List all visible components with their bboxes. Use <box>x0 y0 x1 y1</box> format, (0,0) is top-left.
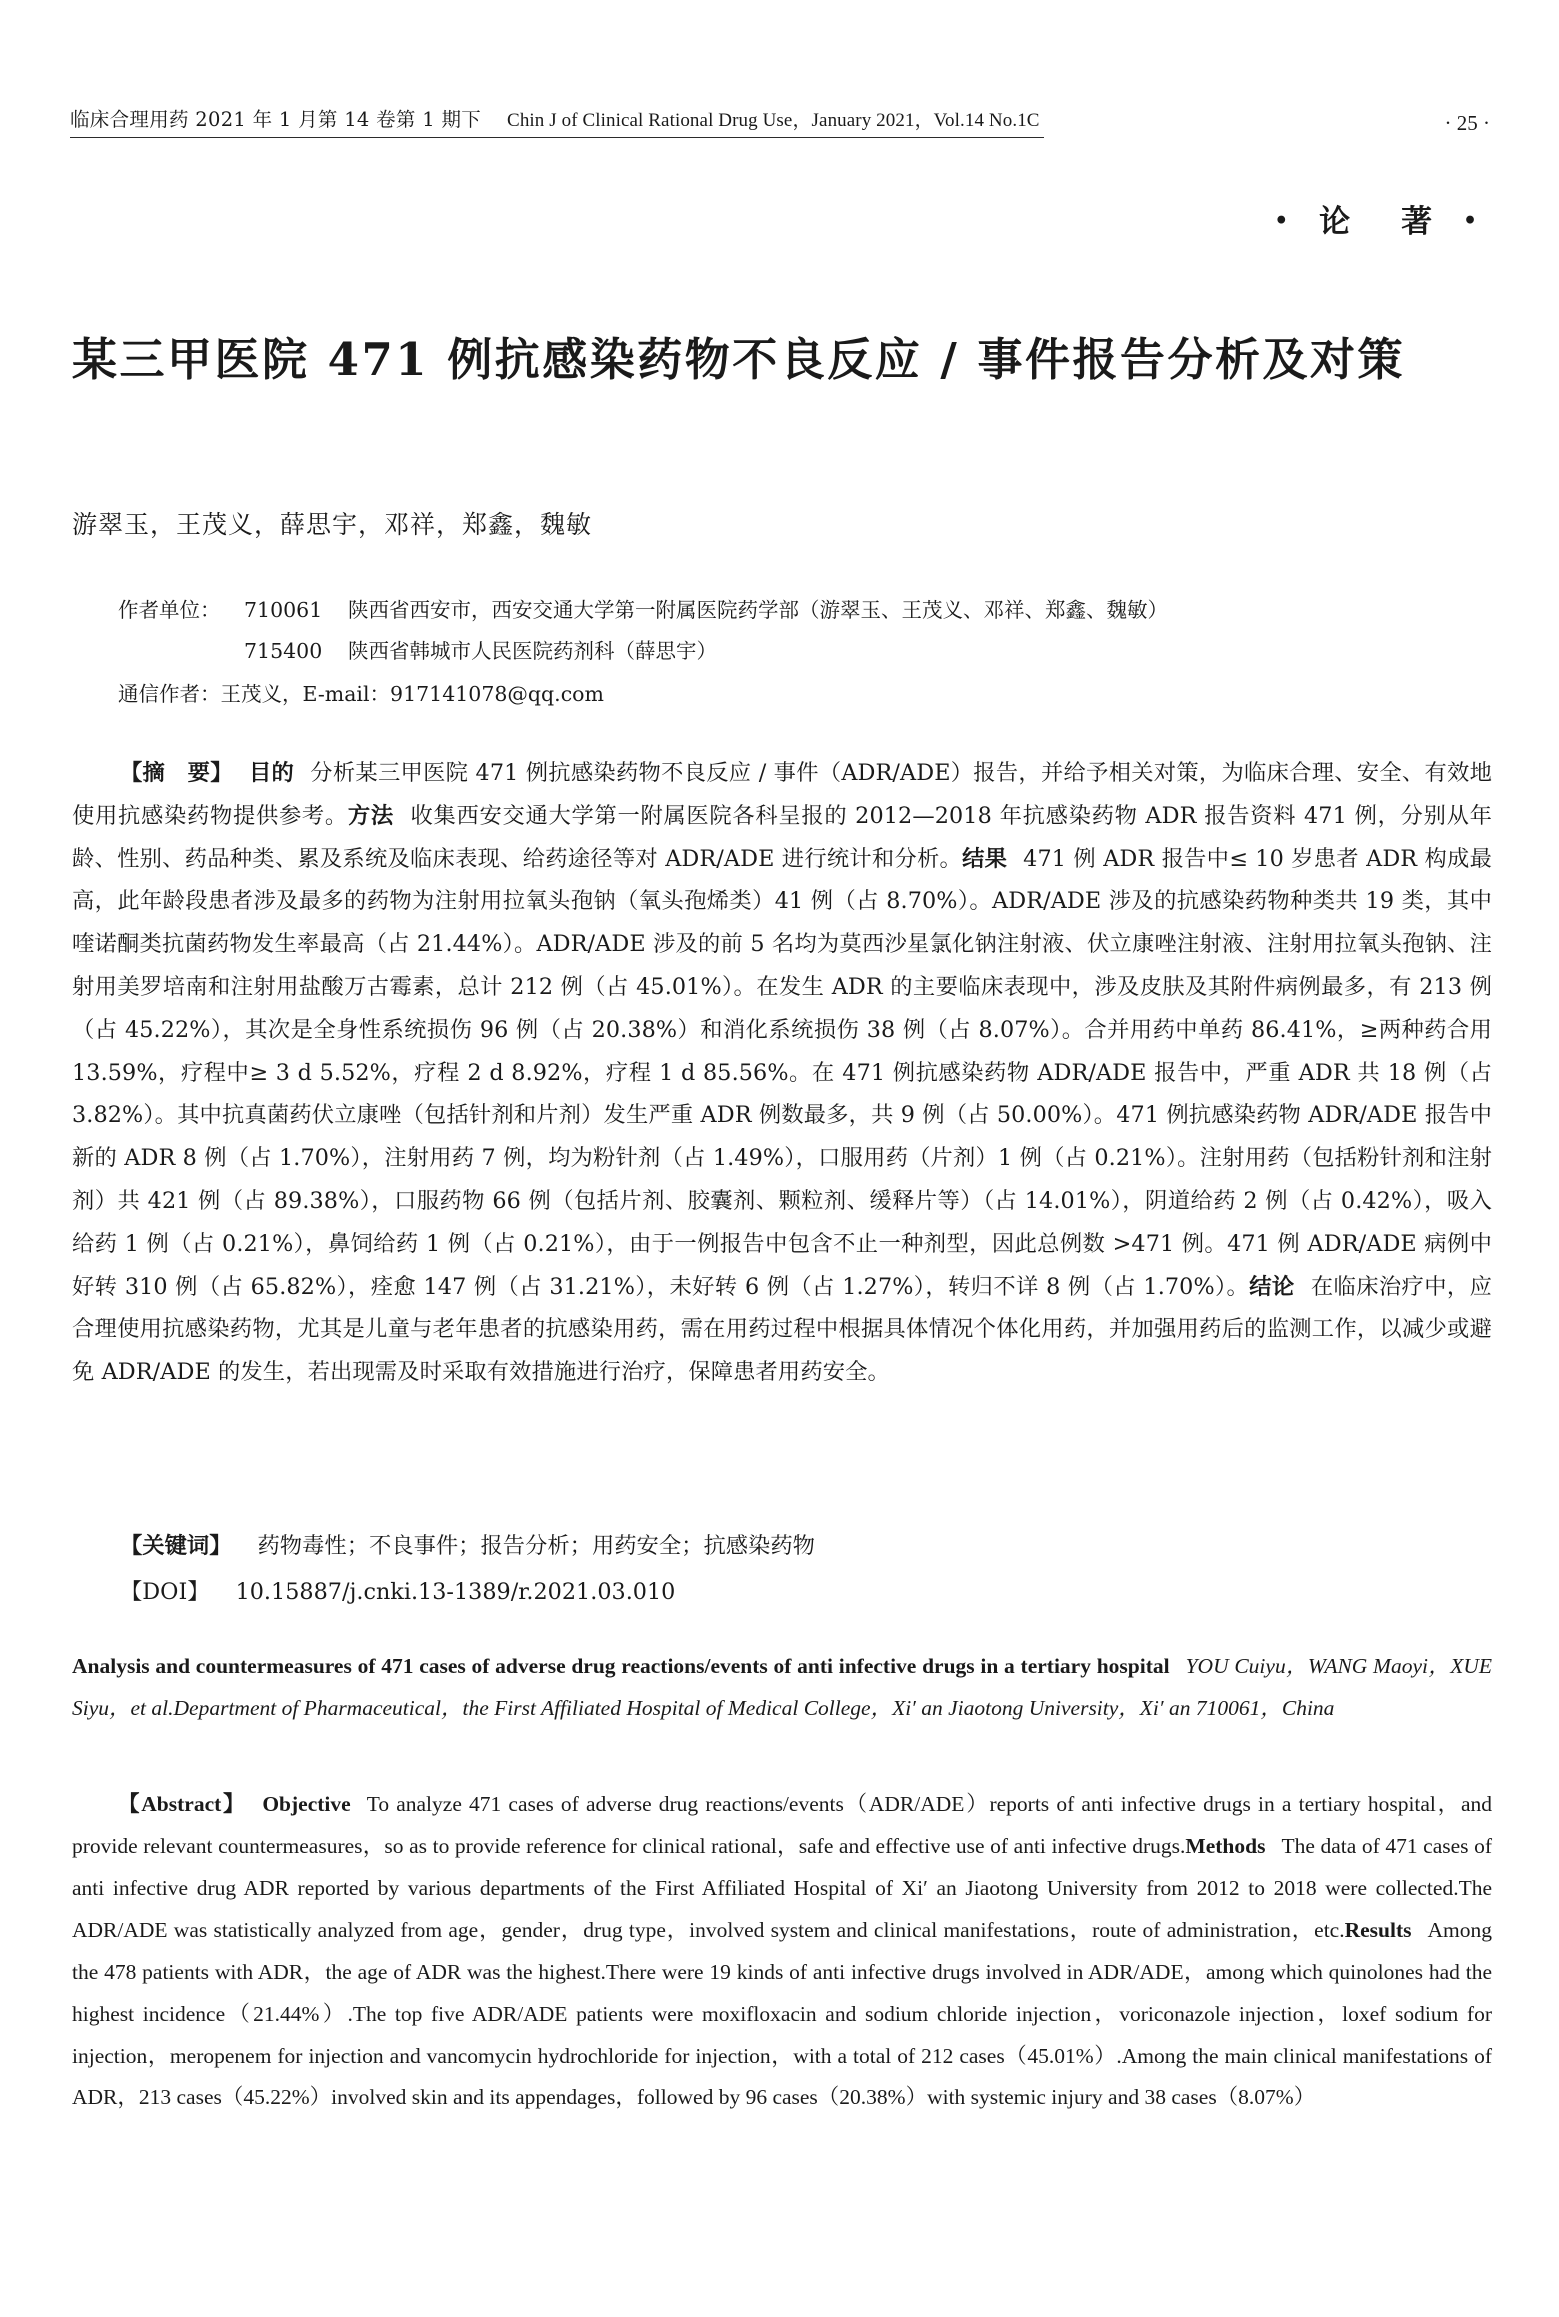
doi-label: 【DOI】 <box>120 1578 210 1605</box>
page-title: 某三甲医院 471 例抗感染药物不良反应 / 事件报告分析及对策 <box>72 333 1406 387</box>
page-number: · 25 · <box>1444 111 1490 135</box>
keywords-row <box>120 1524 1500 1570</box>
running-head-journal <box>70 104 1044 138</box>
title-en-block <box>72 1646 1492 1730</box>
abstract-en-objective-label: Objective <box>262 1792 351 1816</box>
affiliation-postcode: 710061 <box>244 598 323 622</box>
abstract-cn-results-label: 结果 <box>962 845 1008 872</box>
author-list-cn: 游翠玉，王茂义，薛思宇，邓祥，郑鑫，魏敏 <box>72 510 593 539</box>
abstract-cn-label: 【摘 要】 <box>120 760 233 786</box>
running-head-journal-cn: 临床合理用药 2021 年 1 月第 14 卷第 1 期下 <box>70 108 482 131</box>
section-label-text: 论 著 <box>1319 204 1443 240</box>
abstract-cn-results-text: 471 例 ADR 报告中≤ 10 岁患者 ADR 构成最高，此年龄段患者涉及最多的药物为注射用拉氧头孢钠（氧头孢烯类）41 例（占 8.70%）。ADR/ADE 涉及的抗感染药物种类共 19 类，其中喹诺酮类抗菌药物发生率最高（占 21.44%）。ADR/ADE 涉及的前 5 名均为莫西沙星氯化钠注射液、伏立康唑注射液、注射用拉氧头孢钠、注射用美罗培南和注射用盐酸万古霉素，总计 212 例（占 45.01%）。在发生 ADR 的主要临床表现中，涉及皮肤及其附件病例最多，有 213 例（占 45.22%），其次是全身性系统损伤 96 例（占 20.38%）和消化系统损伤 38 例（占 8.07%）。合并用药中单药 86.41%，≥两种药合用 13.59%，疗程中≥ 3 d 5.52%，疗程 2 d 8.92%，疗程 1 d 85.56%。在 471 例抗感染药物 ADR/ADE 报告中，严重 ADR 共 18 例（占 3.82%）。其中抗真菌药伏立康唑（包括针剂和片剂）发生严重 ADR 例数最多，共 9 例（占 50.00%）。471 例抗感染药物 ADR/ADE 报告中新的 ADR 8 例（占 1.70%），注射用药 7 例，均为粉针剂（占 1.49%），口服用药（片剂）1 例（占 0.21%）。注射用药（包括粉针剂和注射剂）共 421 例（占 89.38%），口服药物 66 例（包括片剂、胶囊剂、颗粒剂、缓释片等）（占 14.01%），阴道给药 2 例（占 0.42%），吸入给药 1 例（占 0.21%），鼻饲给药 1 例（占 0.21%），由于一例报告中包含不止一种剂型，因此总例数 >471 例。471 例 ADR/ADE 病例中好转 310 例（占 65.82%），痊愈 147 例（占 31.21%），未好转 6 例（占 1.27%），转归不详 8 例（占 1.70%）。 <box>72 845 1492 1300</box>
abstract-cn-conclusion-label: 结论 <box>1249 1273 1295 1300</box>
affiliation-text: 陕西省韩城市人民医院药剂科（薛思宇） <box>348 639 717 663</box>
title-en: Analysis and countermeasures of 471 cases of adverse drug reactions/events of anti infective drugs in a tertiary hospital <box>72 1654 1170 1678</box>
corresponding-author-row <box>118 674 1498 715</box>
bullet-right-icon: • <box>1462 208 1487 234</box>
affiliation-text: 陕西省西安市，西安交通大学第一附属医院药学部（游翠玉、王茂义、邓祥、郑鑫、魏敏） <box>348 598 1168 622</box>
abstract-en-results-text: Among the 478 patients with ADR，the age of ADR was the highest.There were 19 kinds of anti infective drugs involved in ADR/ADE，among which quinolones had the highest incidence（21.44%）.The top five ADR/ADE patients were moxifloxacin and sodium chloride injection，voriconazole injection，loxef sodium for injection，meropenem for injection and vancomycin hydrochloride for injection，with a total of 212 cases（45.01%）.Among the main clinical manifestations of ADR，213 cases（45.22%）involved skin and its appendages，followed by 96 cases（20.38%）with systemic injury and 38 cases（8.07%） <box>72 1917 1492 2110</box>
abstract-cn-objective-label: 目的 <box>248 760 295 786</box>
author-list-en: YOU Cuiyu，WANG Maoyi，XUE Siyu，et al.Department of Pharmaceutical，the First Affiliated Hospital of Medical College，Xi′ an Jiaotong University，Xi′ an 710061，China <box>72 1654 1493 1720</box>
abstract-en <box>72 1784 1492 2119</box>
affiliation-postcode: 715400 <box>244 639 323 663</box>
keywords-text: 药物毒性；不良事件；报告分析；用药安全；抗感染药物 <box>257 1533 815 1559</box>
abstract-en-methods-text: The data of 471 cases of anti infective drug ADR reported by various departments of the First Affiliated Hospital of Xi′ an Jiaotong University from 2012 to 2018 were collected.The ADR/ADE was statistically analyzed from age，gender，drug type，involved system and clinical manifestations，route of administration，etc. <box>72 1833 1493 1942</box>
abstract-en-label: 【Abstract】 <box>118 1792 247 1816</box>
abstract-en-objective-text: To analyze 471 cases of adverse drug reactions/events（ADR/ADE）reports of anti infective drugs in a tertiary hospital，and provide relevant countermeasures，so as to provide reference for clinical rational，safe and effective use of anti infective drugs. <box>72 1792 1492 1858</box>
affiliation-label-spacer <box>118 631 244 672</box>
abstract-en-methods-label: Methods <box>1185 1833 1266 1858</box>
bullet-left-icon: • <box>1274 208 1299 234</box>
abstract-cn-objective-text: 分析某三甲医院 471 例抗感染药物不良反应 / 事件（ADR/ADE）报告，并给予相关对策，为临床合理、安全、有效地使用抗感染药物提供参考。 <box>72 760 1493 829</box>
affiliation-row <box>118 631 1498 672</box>
affiliation-block <box>118 590 1498 715</box>
abstract-cn-conclusion-text: 在临床治疗中，应合理使用抗感染药物，尤其是儿童与老年患者的抗感染用药，需在用药过程中根据具体情况个体化用药，并加强用药后的监测工作，以减少或避免 ADR/ADE 的发生，若出现需及时采取有效措施进行治疗，保障患者用药安全。 <box>72 1273 1492 1386</box>
affiliation-label: 作者单位： <box>118 598 221 622</box>
keywords-label: 【关键词】 <box>120 1533 232 1559</box>
abstract-en-results-label: Results <box>1344 1917 1412 1942</box>
abstract-cn-methods-text: 收集西安交通大学第一附属医院各科呈报的 2012—2018 年抗感染药物 ADR 报告资料 471 例，分别从年龄、性别、药品种类、累及系统及临床表现、给药途径等对 ADR/ADE 进行统计和分析。 <box>72 802 1492 872</box>
doi-text: 10.15887/j.cnki.13-1389/r.2021.03.010 <box>235 1578 676 1605</box>
abstract-cn-methods-label: 方法 <box>347 802 394 829</box>
corresponding-author-text: 王茂义，E-mail：917141078@qq.com <box>220 682 604 706</box>
running-head <box>70 104 1490 138</box>
abstract-cn <box>72 752 1492 1394</box>
doi-row <box>120 1570 1500 1616</box>
affiliation-row <box>118 590 1498 631</box>
keywords-doi-block <box>120 1524 1500 1615</box>
section-label <box>1274 196 1487 241</box>
running-head-journal-en: Chin J of Clinical Rational Drug Use，January 2021，Vol.14 No.1C <box>507 110 1040 131</box>
corresponding-author-label: 通信作者： <box>118 682 221 706</box>
